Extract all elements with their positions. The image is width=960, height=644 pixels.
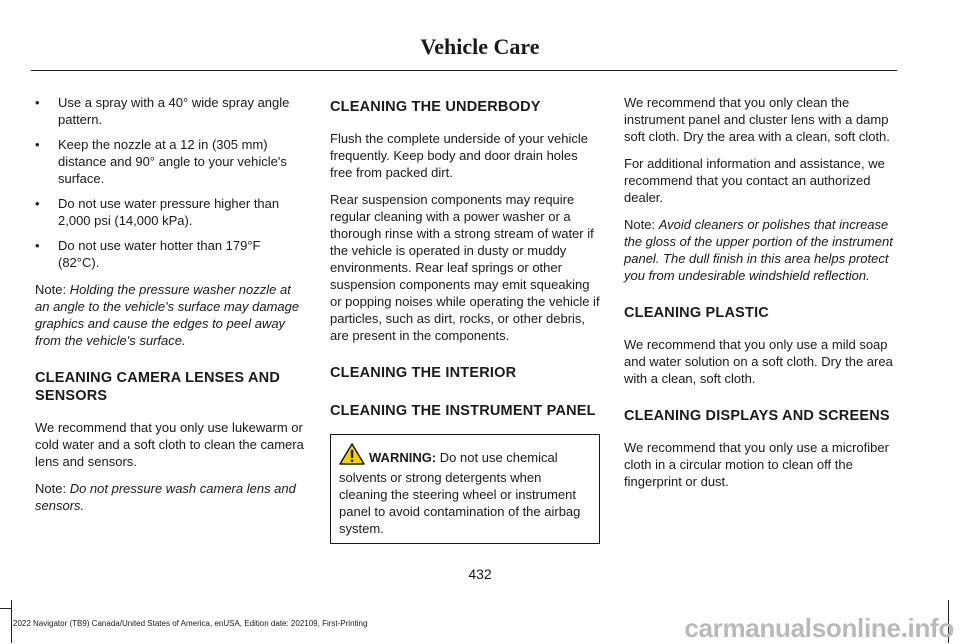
- note-instrument-panel: [624, 216, 896, 284]
- cleaning-plastic-paragraph: We recommend that you only use a mild soap and water solution on a soft cloth. Dry the area with a clean, soft cloth.: [624, 337, 893, 386]
- bullet-item: • Do not use water pressure higher than 2,000 psi (14,000 kPa).: [35, 195, 305, 229]
- header-rule: [31, 70, 897, 71]
- note-camera-lens: [35, 480, 305, 514]
- note-pressure-washer: [35, 281, 305, 349]
- heading-underbody: CLEANING THE UNDERBODY: [330, 99, 541, 115]
- warning-label: WARNING:: [369, 450, 437, 465]
- underbody-paragraph-2: Rear suspension components may require regular cleaning with a power washer or a thorough rinse with a strong stream of water if the vehicle is operated in dusty or muddy environments. Rear leaf springs or other suspension components may emit squeaking or popping noises while operating the vehicle if particles, such as dirt, rocks, or other debris, are present in the components.: [330, 192, 600, 343]
- instrument-panel-paragraph-2: For additional information and assistance, we recommend that you contact an authorized dealer.: [624, 156, 885, 205]
- warning-box: [330, 434, 600, 544]
- page-number: 432: [468, 566, 492, 582]
- column-3: [624, 94, 896, 500]
- underbody-paragraph-1: Flush the complete underside of your vehicle frequently. Keep body and door drain holes free from packed dirt.: [330, 131, 588, 180]
- footer-edition-text: 2022 Navigator (TB9) Canada/United States of America, enUSA, Edition date: 202109, First-Printing: [13, 619, 368, 628]
- warning-text: Do not use chemical solvents or strong detergents when cleaning the steering wheel or instrument panel to avoid contamination of the airbag system.: [339, 450, 581, 536]
- note-text: Do not pressure wash camera lens and sensors.: [35, 481, 296, 513]
- heading-interior: CLEANING THE INTERIOR: [330, 365, 517, 381]
- crop-mark: [11, 600, 12, 643]
- bullet-item: • Do not use water hotter than 179°F (82°C).: [35, 237, 305, 271]
- warning-triangle-icon: [339, 443, 365, 469]
- bullet-item: • Keep the nozzle at a 12 in (305 mm) distance and 90° angle to your vehicle's surface.: [35, 136, 305, 187]
- note-label: Note:: [35, 481, 67, 496]
- watermark-logo: carmanualsonline.info: [684, 613, 954, 643]
- crop-mark: [0, 608, 11, 609]
- note-text: Avoid cleaners or polishes that increase the gloss of the upper portion of the instrument panel. The dull finish in this area helps protect you from undesirable windshield reflection.: [624, 217, 893, 283]
- heading-displays-screens: CLEANING DISPLAYS AND SCREENS: [624, 408, 890, 424]
- instrument-panel-paragraph-1: We recommend that you only clean the instrument panel and cluster lens with a damp soft cloth. Dry the area with a clean, soft cloth.: [624, 95, 890, 144]
- displays-screens-paragraph: We recommend that you only use a microfiber cloth in a circular motion to clean off the fingerprint or dust.: [624, 440, 889, 489]
- pressure-washer-bullet-list: [35, 94, 305, 271]
- note-label: Note:: [624, 217, 656, 232]
- column-1: [35, 94, 305, 524]
- column-2: [330, 94, 600, 544]
- heading-camera-lenses: CLEANING CAMERA LENSES AND SENSORS: [35, 370, 280, 404]
- bullet-item: • Use a spray with a 40° wide spray angle pattern.: [35, 94, 305, 128]
- note-label: Note:: [35, 282, 67, 297]
- heading-instrument-panel: CLEANING THE INSTRUMENT PANEL: [330, 403, 596, 419]
- page-header-title: Vehicle Care: [420, 34, 540, 59]
- note-text: Holding the pressure washer nozzle at an angle to the vehicle's surface may damage graphics and cause the edges to peel away from the vehicle's surface.: [35, 282, 300, 348]
- heading-cleaning-plastic: CLEANING PLASTIC: [624, 305, 769, 321]
- camera-lens-paragraph: We recommend that you only use lukewarm or cold water and a soft cloth to clean the camera lens and sensors.: [35, 420, 304, 469]
